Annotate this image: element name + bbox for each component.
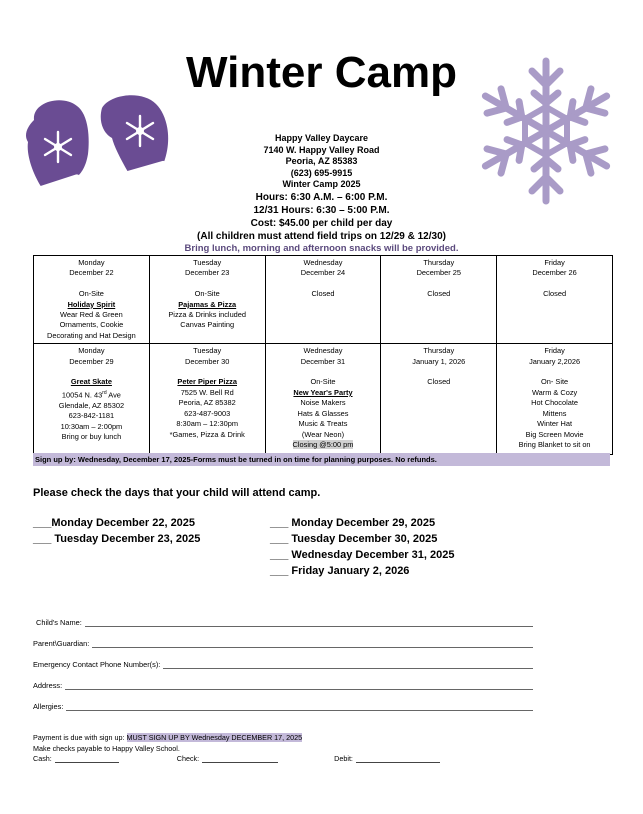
schedule-cell: Monday December 22 On-Site Holiday Spirit Wear Red & Green Ornaments, Cookie Decorating and Hat Design [34,256,150,344]
page-title: Winter Camp [186,48,457,97]
allergies-field[interactable] [66,701,533,711]
day-option[interactable]: ___ Tuesday December 30, 2025 [270,533,438,545]
day-option[interactable]: ___ Monday December 29, 2025 [270,517,436,529]
checks-payable: Make checks payable to Happy Valley School. [33,743,180,753]
schedule-cell: Wednesday December 31 On-Site New Year's Party Noise Makers Hats & Glasses Music & Treats (Wear Neon) Closing @5:00 pm [265,344,381,455]
org-name: Happy Valley Daycare [274,133,369,143]
schedule-cell: Monday December 29 Great Skate 10054 N. 43rd Ave Glendale, AZ 85302 623-842-1181 10:30am – 2:00pm Bring or buy lunch [34,344,150,455]
hours-1231: 12/31 Hours: 6:30 – 5:00 P.M. [253,204,390,216]
schedule-cell: Friday January 2,2026 On- Site Warm & Cozy Hot Chocolate Mittens Winter Hat Big Screen Movie Bring Blanket to sit on [497,344,613,455]
registration-form [33,606,533,711]
schedule-table [33,255,613,455]
debit-label: Debit: [334,754,353,763]
org-city: Peoria, AZ 85383 [285,156,358,166]
allergies-label: Allergies: [33,702,64,711]
emergency-field[interactable] [163,659,533,669]
parent-field[interactable] [92,638,533,648]
child-name-field[interactable] [85,617,533,627]
payment-section [33,733,440,765]
field-trip-note: (All children must attend field trips on 12/29 & 12/30) [197,230,446,242]
schedule-cell: Thursday December 25 Closed [381,256,497,344]
check-field[interactable] [202,754,278,763]
address-field[interactable] [65,680,533,690]
days-column-right [270,515,454,579]
lunch-note: Bring lunch, morning and afternoon snacks will be provided. [184,242,459,254]
org-phone: (623) 695-9915 [290,167,353,178]
hours: Hours: 6:30 A.M. – 6:00 P.M. [255,191,388,203]
event-name: Winter Camp 2025 [282,179,361,189]
schedule-week-1 [34,256,613,344]
day-option[interactable]: ___ Friday January 2, 2026 [270,565,410,577]
signup-deadline-note: Sign up by: Wednesday, December 17, 2025-Forms must be turned in on time for planning purposes. No refunds. [33,453,610,466]
check-days-heading: Please check the days that your child will attend camp. [33,487,321,499]
schedule-cell: Thursday January 1, 2026 Closed [381,344,497,455]
day-option[interactable]: ___ Wednesday December 31, 2025 [270,549,455,561]
org-address: 7140 W. Happy Valley Road [263,144,380,155]
emergency-label: Emergency Contact Phone Number(s): [33,660,161,669]
parent-label: Parent\Guardian: [33,639,90,648]
schedule-cell: Friday December 26 Closed [497,256,613,344]
payment-deadline: MUST SIGN UP BY Wednesday DECEMBER 17, 2025 [126,733,303,742]
schedule-cell: Tuesday December 30 Peter Piper Pizza 7525 W. Bell Rd Peoria, AZ 85382 623-487-9003 8:30am – 12:30pm *Games, Pizza & Drink [149,344,265,455]
schedule-week-2 [34,344,613,455]
cost: Cost: $45.00 per child per day [250,217,393,229]
day-option[interactable]: ___ Tuesday December 23, 2025 [33,533,201,545]
payment-due: Payment is due with sign up: [33,733,127,742]
child-name-label: Child's Name: [36,618,82,627]
cash-field[interactable] [55,754,119,763]
days-column-left [33,515,200,547]
camp-info [150,133,493,254]
day-option[interactable]: ___Monday December 22, 2025 [33,517,196,529]
debit-field[interactable] [356,754,440,763]
check-label: Check: [176,754,200,763]
cash-label: Cash: [33,754,52,763]
schedule-cell: Wednesday December 24 Closed [265,256,381,344]
address-label: Address: [33,681,63,690]
schedule-cell: Tuesday December 23 On-Site Pajamas & Pizza Pizza & Drinks included Canvas Painting [149,256,265,344]
